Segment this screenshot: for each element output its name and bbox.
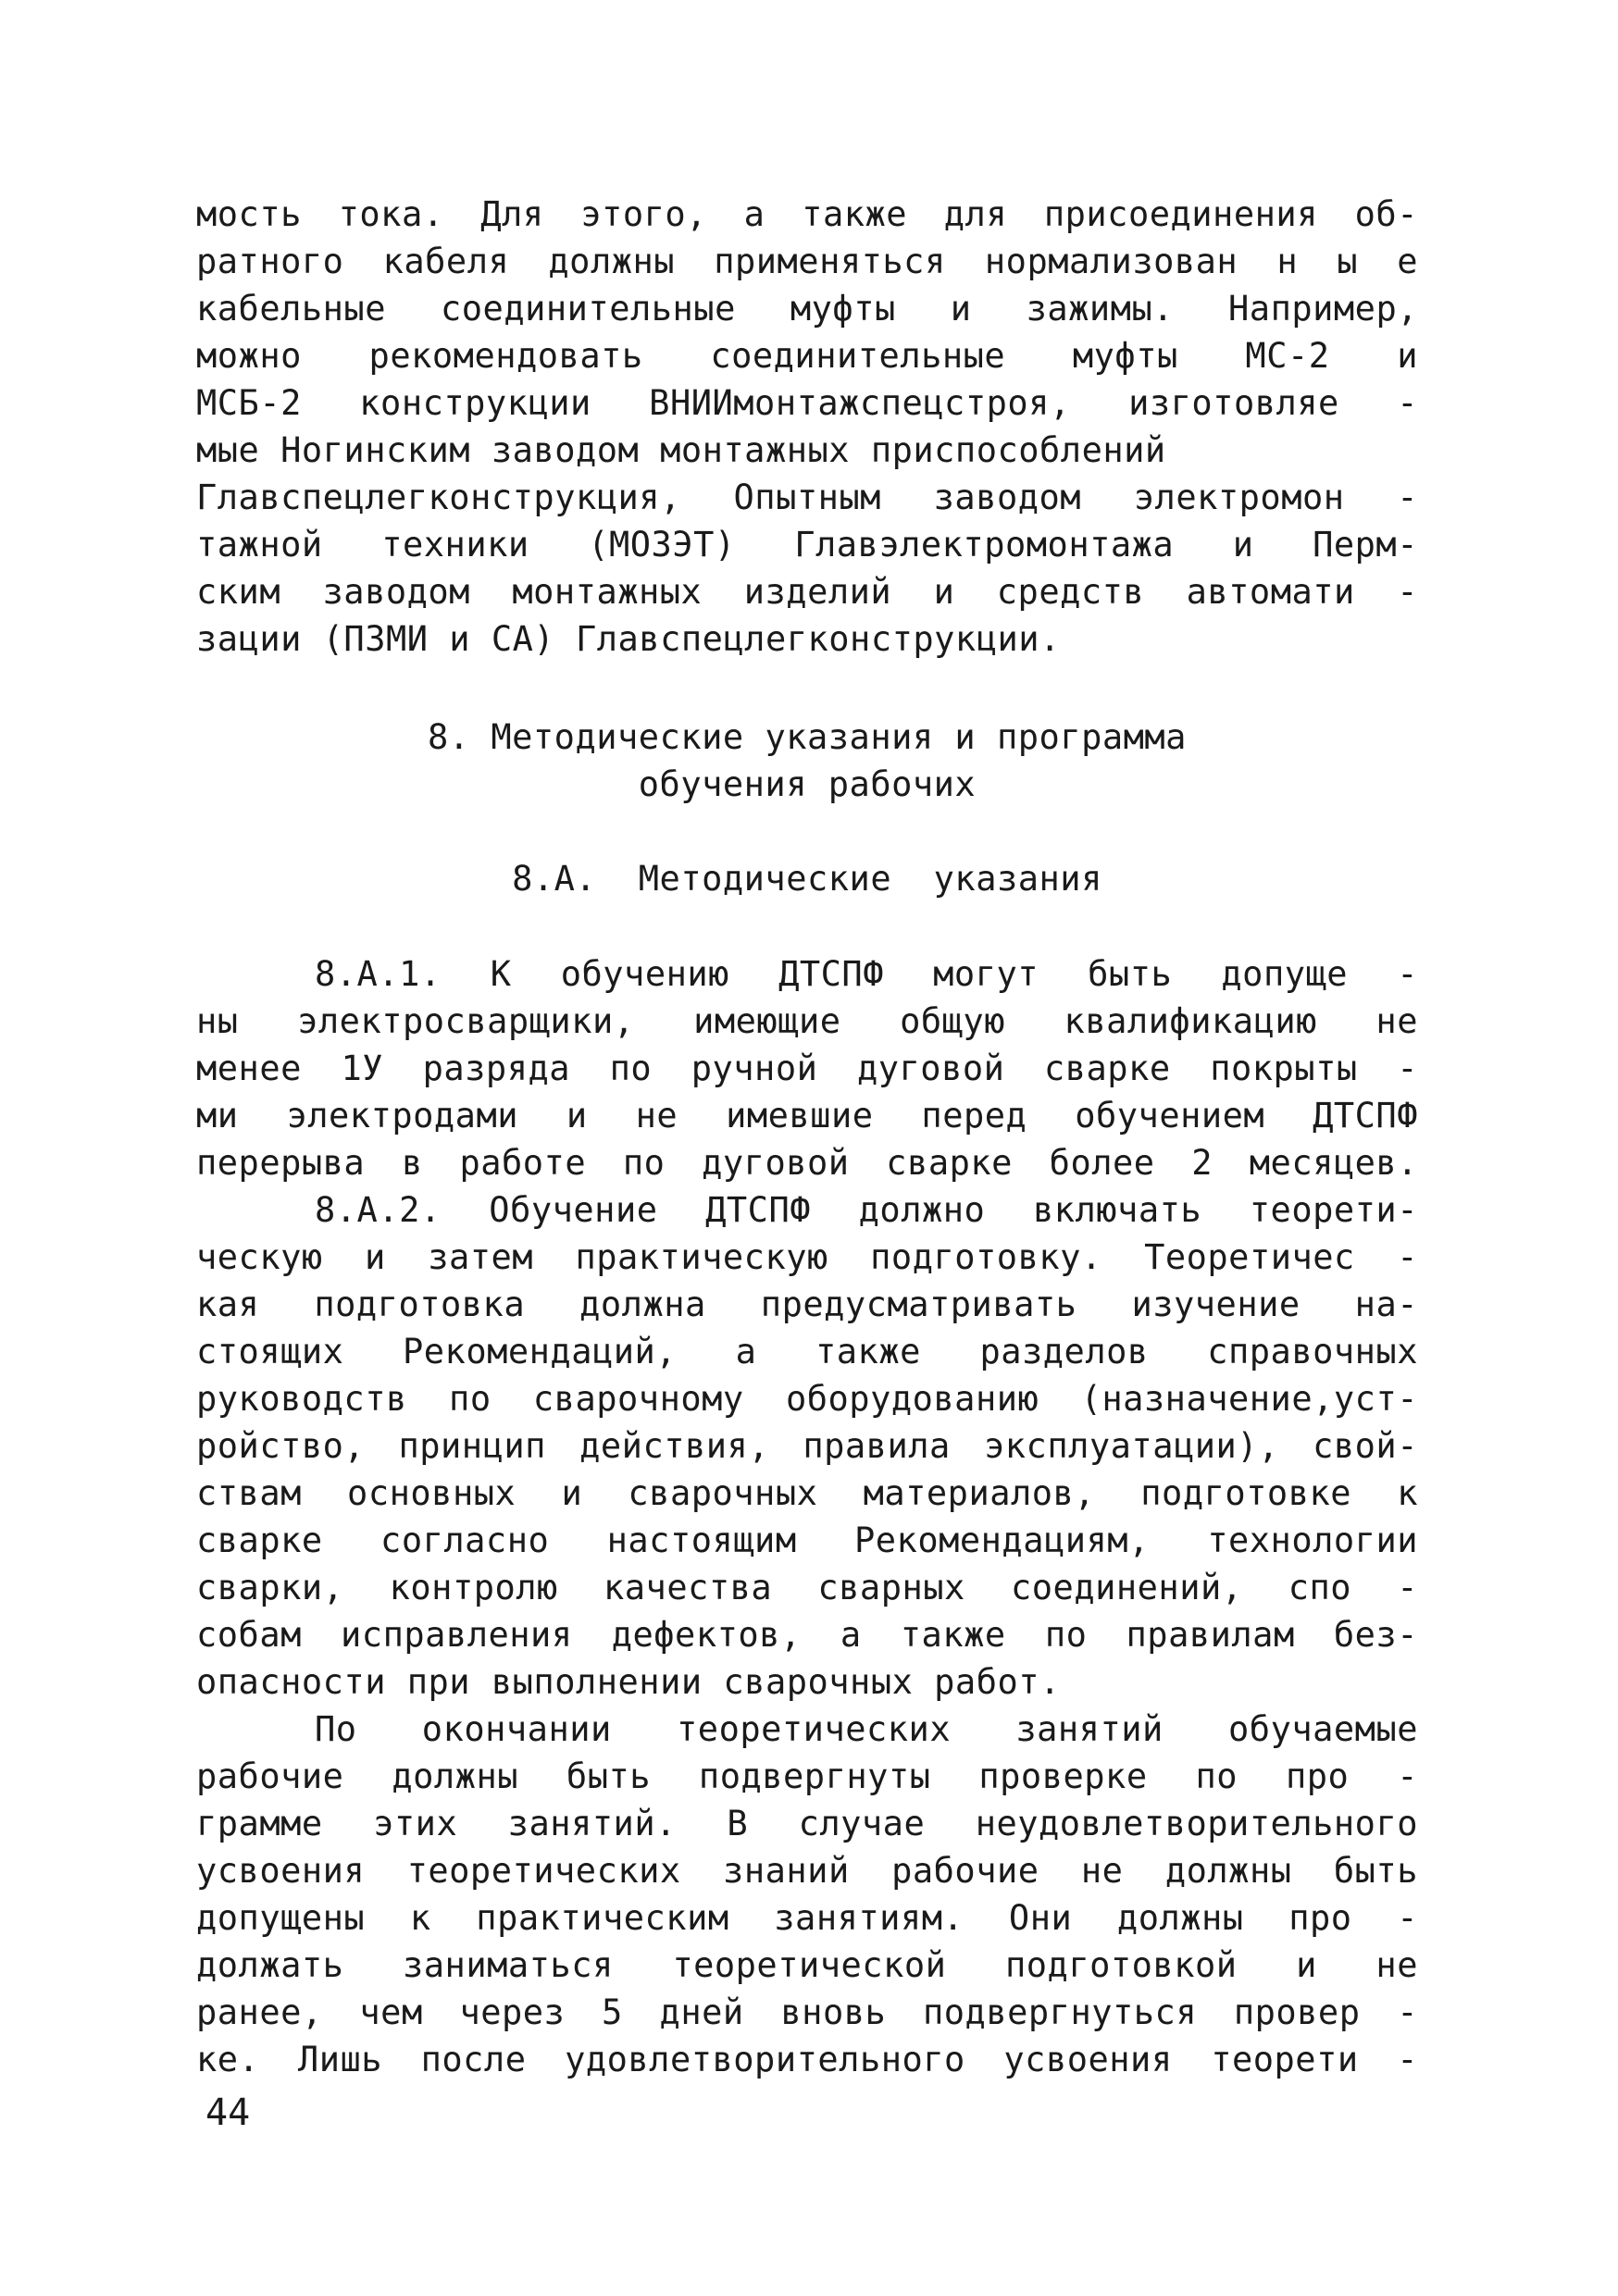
text-line: тажной техники (МОЗЭТ) Главэлектромонтажа и Перм- <box>196 525 1418 565</box>
text-line: мость тока. Для этого, а также для присоединения об- <box>196 194 1418 234</box>
text-line: ранее, чем через 5 дней вновь подвергнуться провер - <box>196 1992 1418 2032</box>
text-line: ратного кабеля должны применяться нормализован н ы е <box>196 242 1418 281</box>
text-line: стоящих Рекомендаций, а также разделов справочных <box>196 1332 1418 1371</box>
text-line: МСБ-2 конструкции ВНИИмонтажспецстроя, изготовляе - <box>196 383 1418 423</box>
text-line: ствам основных и сварочных материалов, подготовке к <box>196 1473 1418 1513</box>
text-line: ским заводом монтажных изделий и средств автомати - <box>196 572 1418 612</box>
text-line: усвоения теоретических знаний рабочие не должны быть <box>196 1851 1418 1891</box>
text-line: грамме этих занятий. В случае неудовлетворительного <box>196 1804 1418 1843</box>
text-line: ке. Лишь после удовлетворительного усвоения теорети - <box>196 2040 1418 2079</box>
text-line: сварки, контролю качества сварных соединений, спо - <box>196 1568 1418 1607</box>
text-line: 8.А.1. К обучению ДТСПФ могут быть допуще - <box>315 954 1418 994</box>
text-line: зации (ПЗМИ и СА) Главспецлегконструкции. <box>196 619 1061 659</box>
text-line: перерыва в работе по дуговой сварке более 2 месяцев. <box>196 1143 1418 1183</box>
text-line: сварке согласно настоящим Рекомендациям, технологии <box>196 1520 1418 1560</box>
text-line: можно рекомендовать соединительные муфты МС-2 и <box>196 336 1418 376</box>
text-line: ческую и затем практическую подготовку. Теоретичес - <box>196 1237 1418 1277</box>
text-line: руководств по сварочному оборудованию (назначение,уст- <box>196 1379 1418 1419</box>
heading-line: 8. Методические указания и программа <box>428 717 1187 757</box>
text-line: допущены к практическим занятиям. Они должны про - <box>196 1898 1418 1938</box>
text-line: кабельные соединительные муфты и зажимы. Например, <box>196 289 1418 329</box>
text-line: 8.А.2. Обучение ДТСПФ должно включать теорети- <box>315 1190 1418 1230</box>
text-line: ны электросварщики, имеющие общую квалификацию не <box>196 1001 1418 1041</box>
text-line: ми электродами и не имевшие перед обучением ДТСПФ <box>196 1096 1418 1136</box>
text-line: опасности при выполнении сварочных работ. <box>196 1662 1061 1702</box>
text-line: кая подготовка должна предусматривать изучение на- <box>196 1285 1418 1324</box>
text-line: рабочие должны быть подвергнуты проверке по про - <box>196 1756 1418 1796</box>
heading-line: обучения рабочих <box>638 764 977 804</box>
text-line: Главспецлегконструкция, Опытным заводом электромон - <box>196 478 1418 517</box>
text-line: По окончании теоретических занятий обучаемые <box>315 1709 1418 1749</box>
text-line: ройство, принцип действия, правила эксплуатации), свой- <box>196 1426 1418 1466</box>
text-line: мые Ногинским заводом монтажных приспособлений <box>196 430 1166 470</box>
subsection-heading: 8.А. Методические указания <box>512 859 1102 899</box>
text-line: собам исправления дефектов, а также по правилам без- <box>196 1615 1418 1655</box>
page-number: 44 <box>205 2091 251 2134</box>
text-line: должать заниматься теоретической подготовкой и не <box>196 1945 1418 1985</box>
text-line: менее 1У разряда по ручной дуговой сварке покрыты - <box>196 1049 1418 1088</box>
